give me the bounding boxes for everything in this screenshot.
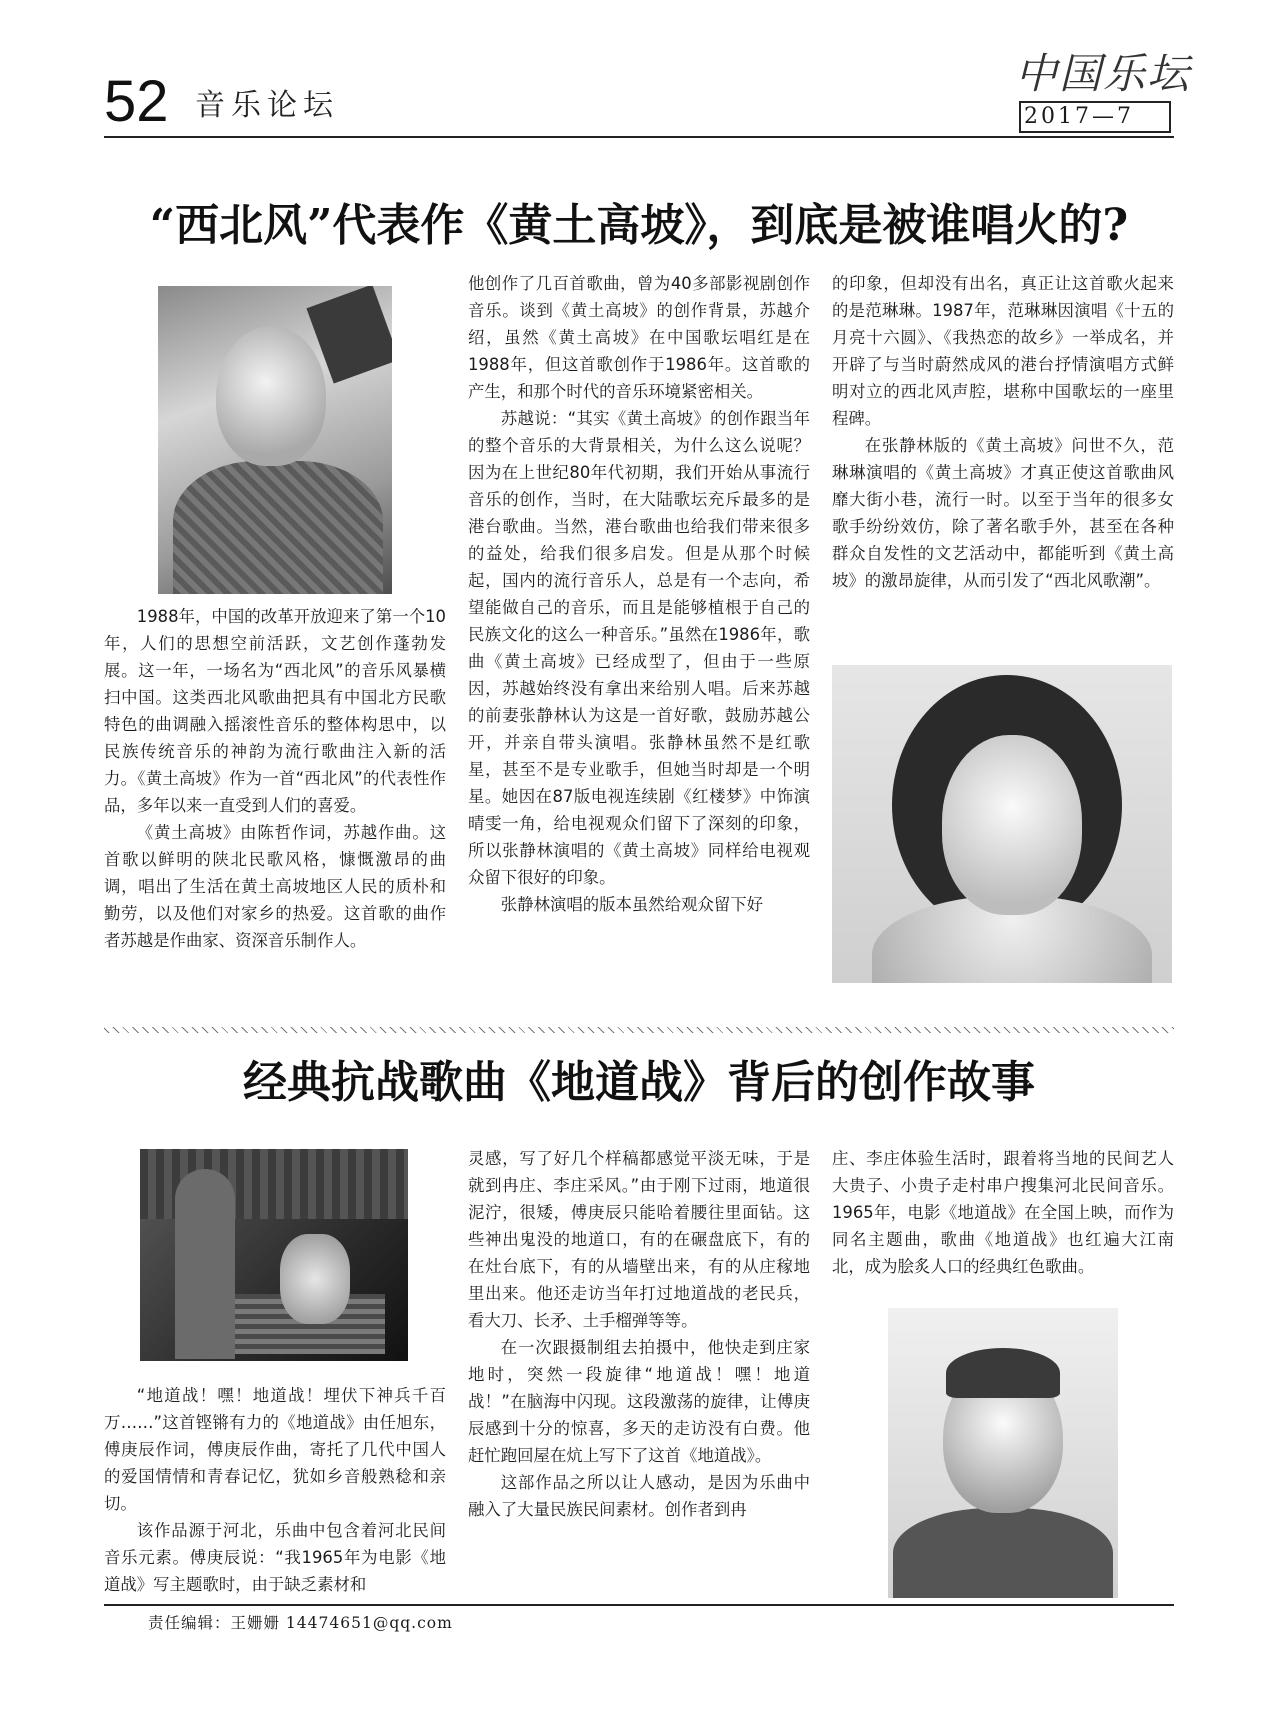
section-divider — [104, 1027, 1174, 1033]
footer-editor-credit: 责任编辑：王姗姗 14474651@qq.com — [148, 1614, 453, 1632]
footer-rule — [104, 1604, 1174, 1606]
article1-title: “西北风”代表作《黄土高坡》，到底是被谁唱火的? — [149, 200, 1129, 251]
paragraph: 灵感，写了好几个样稿都感觉平淡无味，于是就到冉庄、李庄采风。”由于刚下过雨，地道很泥泞，很矮，傅庚辰只能哈着腰往里面钻。这些神出鬼没的地道口，有的在碾盘底下，有的在灶台底下，有的从墙壁出来，有的从庄稼地里出来。他还走访当年打过地道战的老民兵，看大刀、长矛、土手榴弹等等。 — [468, 1149, 810, 1330]
photo-fu-gengchen — [888, 1308, 1118, 1598]
article1-column-1 — [104, 603, 446, 954]
paragraph: 这部作品之所以让人感动，是因为乐曲中融入了大量民族民间素材。创作者到冉 — [468, 1473, 810, 1519]
article1-column-2 — [468, 270, 810, 918]
photo-female-singer — [832, 665, 1172, 983]
photo-su-yue — [158, 286, 392, 594]
paragraph: 张静林演唱的版本虽然给观众留下好 — [500, 895, 764, 914]
article1-column-3 — [832, 270, 1174, 594]
masthead-logo: 中国乐坛 — [1015, 49, 1192, 98]
article2-column-2 — [468, 1145, 810, 1523]
photo-tunnel-war-scene — [140, 1149, 408, 1361]
paragraph: 1988年，中国的改革开放迎来了第一个10年，人们的思想空前活跃，文艺创作蓬勃发展。这一年，一场名为“西北风”的音乐风暴横扫中国。这类西北风歌曲把具有中国北方民歌特色的曲调融入摇滚性音乐的整体构思中，以民族传统音乐的神韵为流行歌曲注入新的活力。《黄土高坡》作为一首“西北风”的代表性作品，多年以来一直受到人们的喜爱。 — [104, 607, 446, 815]
paragraph: 苏越说：“其实《黄土高坡》的创作跟当年的整个音乐的大背景相关，为什么这么说呢？因为在上世纪80年代初期，我们开始从事流行音乐的创作，当时，在大陆歌坛充斥最多的是港台歌曲。当然，港台歌曲也给我们带来很多的益处，给我们很多启发。但是从那个时候起，国内的流行音乐人，总是有一个志向，希望能做自己的音乐，而且是能够植根于自己的民族文化的这么一种音乐。”虽然在1986年，歌曲《黄土高坡》已经成型了，但由于一些原因，苏越始终没有拿出来给别人唱。后来苏越的前妻张静林认为这是一首好歌，鼓励苏越公开，并亲自带头演唱。张静林虽然不是红歌星，甚至不是专业歌手，但她当时却是一个明星。她因在87版电视连续剧《红楼梦》中饰演晴雯一角，给电视观众们留下了深刻的印象，所以张静林演唱的《黄土高坡》同样给电视观众留下很好的印象。 — [468, 409, 810, 887]
paragraph: 他创作了几百首歌曲，曾为40多部影视剧创作音乐。谈到《黄土高坡》的创作背景，苏越介绍，虽然《黄土高坡》在中国歌坛唱红是在1988年，但这首歌创作于1986年。这首歌的产生，和那个时代的音乐环境紧密相关。 — [468, 274, 810, 401]
paragraph: 《黄土高坡》由陈哲作词，苏越作曲。这首歌以鲜明的陕北民歌风格，慷慨激昂的曲调，唱出了生活在黄土高坡地区人民的质朴和勤劳，以及他们对家乡的热爱。这首歌的曲作者苏越是作曲家、资深音乐制作人。 — [104, 823, 446, 950]
paragraph: 在张静林版的《黄土高坡》问世不久，范琳琳演唱的《黄土高坡》才真正使这首歌曲风靡大街小巷，流行一时。以至于当年的很多女歌手纷纷效仿，除了著名歌手外，甚至在各种群众自发性的文艺活动中，都能听到《黄土高坡》的激昂旋律，从而引发了“西北风歌潮”。 — [832, 436, 1174, 590]
header-rule — [104, 136, 1174, 138]
paragraph: 该作品源于河北，乐曲中包含着河北民间音乐元素。傅庚辰说：“我1965年为电影《地道战》写主题歌时，由于缺乏素材和 — [104, 1521, 446, 1594]
article2-column-3 — [832, 1145, 1174, 1280]
page-number: 52 — [104, 69, 169, 134]
paragraph: 在一次跟摄制组去拍摄中，他快走到庄家地时，突然一段旋律“地道战！嘿！地道战！”在脑海中闪现。这段激荡的旋律，让傅庚辰感到十分的惊喜，多天的走访没有白费。他赶忙跑回屋在炕上写下了这首《地道战》。 — [468, 1338, 810, 1465]
article2-title: 经典抗战歌曲《地道战》背后的创作故事 — [243, 1057, 1035, 1108]
article2-column-1 — [104, 1382, 446, 1598]
section-title: 音乐论坛 — [195, 88, 339, 123]
paragraph: 的印象，但却没有出名，真正让这首歌火起来的是范琳琳。1987年，范琳琳因演唱《十五的月亮十六圆》、《我热恋的故乡》一举成名，并开辟了与当时蔚然成风的港台抒情演唱方式鲜明对立的西北风声腔，堪称中国歌坛的一座里程碑。 — [832, 274, 1174, 428]
paragraph: 庄、李庄体验生活时，跟着将当地的民间艺人大贵子、小贵子走村串户搜集河北民间音乐。1965年，电影《地道战》在全国上映，而作为同名主题曲，歌曲《地道战》也红遍大江南北，成为脍炙人口的经典红色歌曲。 — [832, 1149, 1174, 1276]
issue-number: 2017—7 — [1024, 104, 1134, 129]
paragraph: “地道战！嘿！地道战！埋伏下神兵千百万……”这首铿锵有力的《地道战》由任旭东，傅庚辰作词，傅庚辰作曲，寄托了几代中国人的爱国情情和青春记忆，犹如乡音般熟稔和亲切。 — [104, 1386, 446, 1513]
